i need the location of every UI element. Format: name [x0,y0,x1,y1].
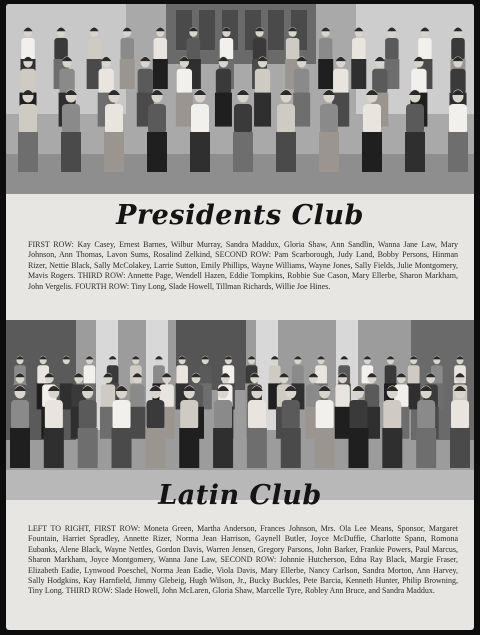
presidents-club-caption: FIRST ROW: Kay Casey, Ernest Barnes, Wilbur Murray, Sandra Maddux, Gloria Shaw, Ann Sandlin, Wanna Jane Law, Mary Johnson, Ann Thomas, Lavon Sums, Rosalind Zelkind, SECOND ROW: Pam Scarborough, Judy Land, Bobby Persons, Hinman Rizer, Nettie Black, Sally McColakey, Larrie Sutton, Emily Phillips, Wayne Williams, Wayne Jones, Sally Fields, Julie Montgomery, Mavis Rogers. THIRD ROW: Annette Page, Wendell Hazen, Eddie Tompkins, Robbie Sue Cason, Mary Ellerbe, Sharon Markham, John Vergelis. FOURTH ROW: Tiny Long, Slade Howell, Tillman Richards, Willie Joe Hines. [28,240,458,291]
presidents-club-photo [6,4,474,194]
latin-club-photo [6,320,474,500]
presidents-club-title: Presidents Club [116,200,364,231]
latin-club-caption: LEFT TO RIGHT, FIRST ROW: Moneta Green, Martha Anderson, Frances Johnson, Mrs. Ola Lee Means, Sponsor, Margaret Fountain, Harriet Spradley, Annette Rizer, Norma Jean Harrison, Gaynell Butler, Joyce McDuffie, Charlotte Spann, Romona Eubanks, Alene Black, Wayne Nettles, Gordon Davis, Warren Jensen, Gregory Parsons, John Barker, Frankie Powers, Paul Marcus, Sharon Markham, Joyce Montgomery, Wanna Jane Law, SECOND ROW: Johnnie Hutcherson, Edna Ray Black, Margie Fraser, Elizabeth Eadie, Lynwood Poeschel, Norma Jean Eadie, Viola Davis, Mary Ellerbe, Nancy Carlson, Sandra Morton, Ann Harvey, Sally Hodgkins, Kay Harnfield, Jimmy Glebeig, Hugh Wilson, Jr., Bucky Buckles, Pete Barcia, Kenneth Hunter, Philip Browning, Tiny Long. THIRD ROW: Slade Howell, John McLaren, Gloria Shaw, Marcelle Tyre, Robley Ann Bruce, and Sandra Maddux. [28,524,458,596]
yearbook-page [6,4,474,630]
latin-club-title: Latin Club [158,480,322,511]
